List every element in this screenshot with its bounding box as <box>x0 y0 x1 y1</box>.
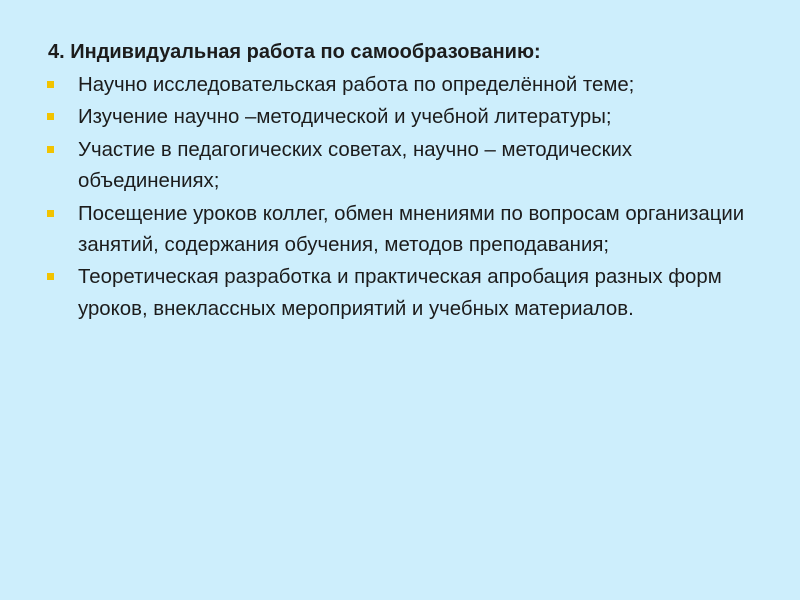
bullet-text: Теоретическая разработка и практическая апробация разных форм уроков, внеклассных мероприятий и учебных материалов. <box>78 266 722 320</box>
bullet-text: Научно исследовательская работа по определённой теме; <box>78 74 635 96</box>
bullet-item <box>48 135 768 198</box>
bullet-item <box>48 70 768 101</box>
bullet-item <box>48 262 768 325</box>
square-bullet-icon <box>47 113 54 120</box>
bullet-text: Изучение научно –методической и учебной литературы; <box>78 106 612 129</box>
bullet-list <box>48 70 760 325</box>
square-bullet-icon <box>47 146 54 153</box>
bullet-item <box>48 199 768 262</box>
bullet-text: Посещение уроков коллег, обмен мнениями по вопросам организации занятий, содержания обучения, методов преподавания; <box>78 202 745 257</box>
square-bullet-icon <box>47 81 54 88</box>
square-bullet-icon <box>47 273 54 280</box>
bullet-text: Участие в педагогических советах, научно – методических объединениях; <box>78 138 633 193</box>
bullet-item <box>48 102 768 133</box>
slide-title: 4. Индивидуальная работа по самообразованию: <box>48 41 541 63</box>
square-bullet-icon <box>47 210 54 217</box>
